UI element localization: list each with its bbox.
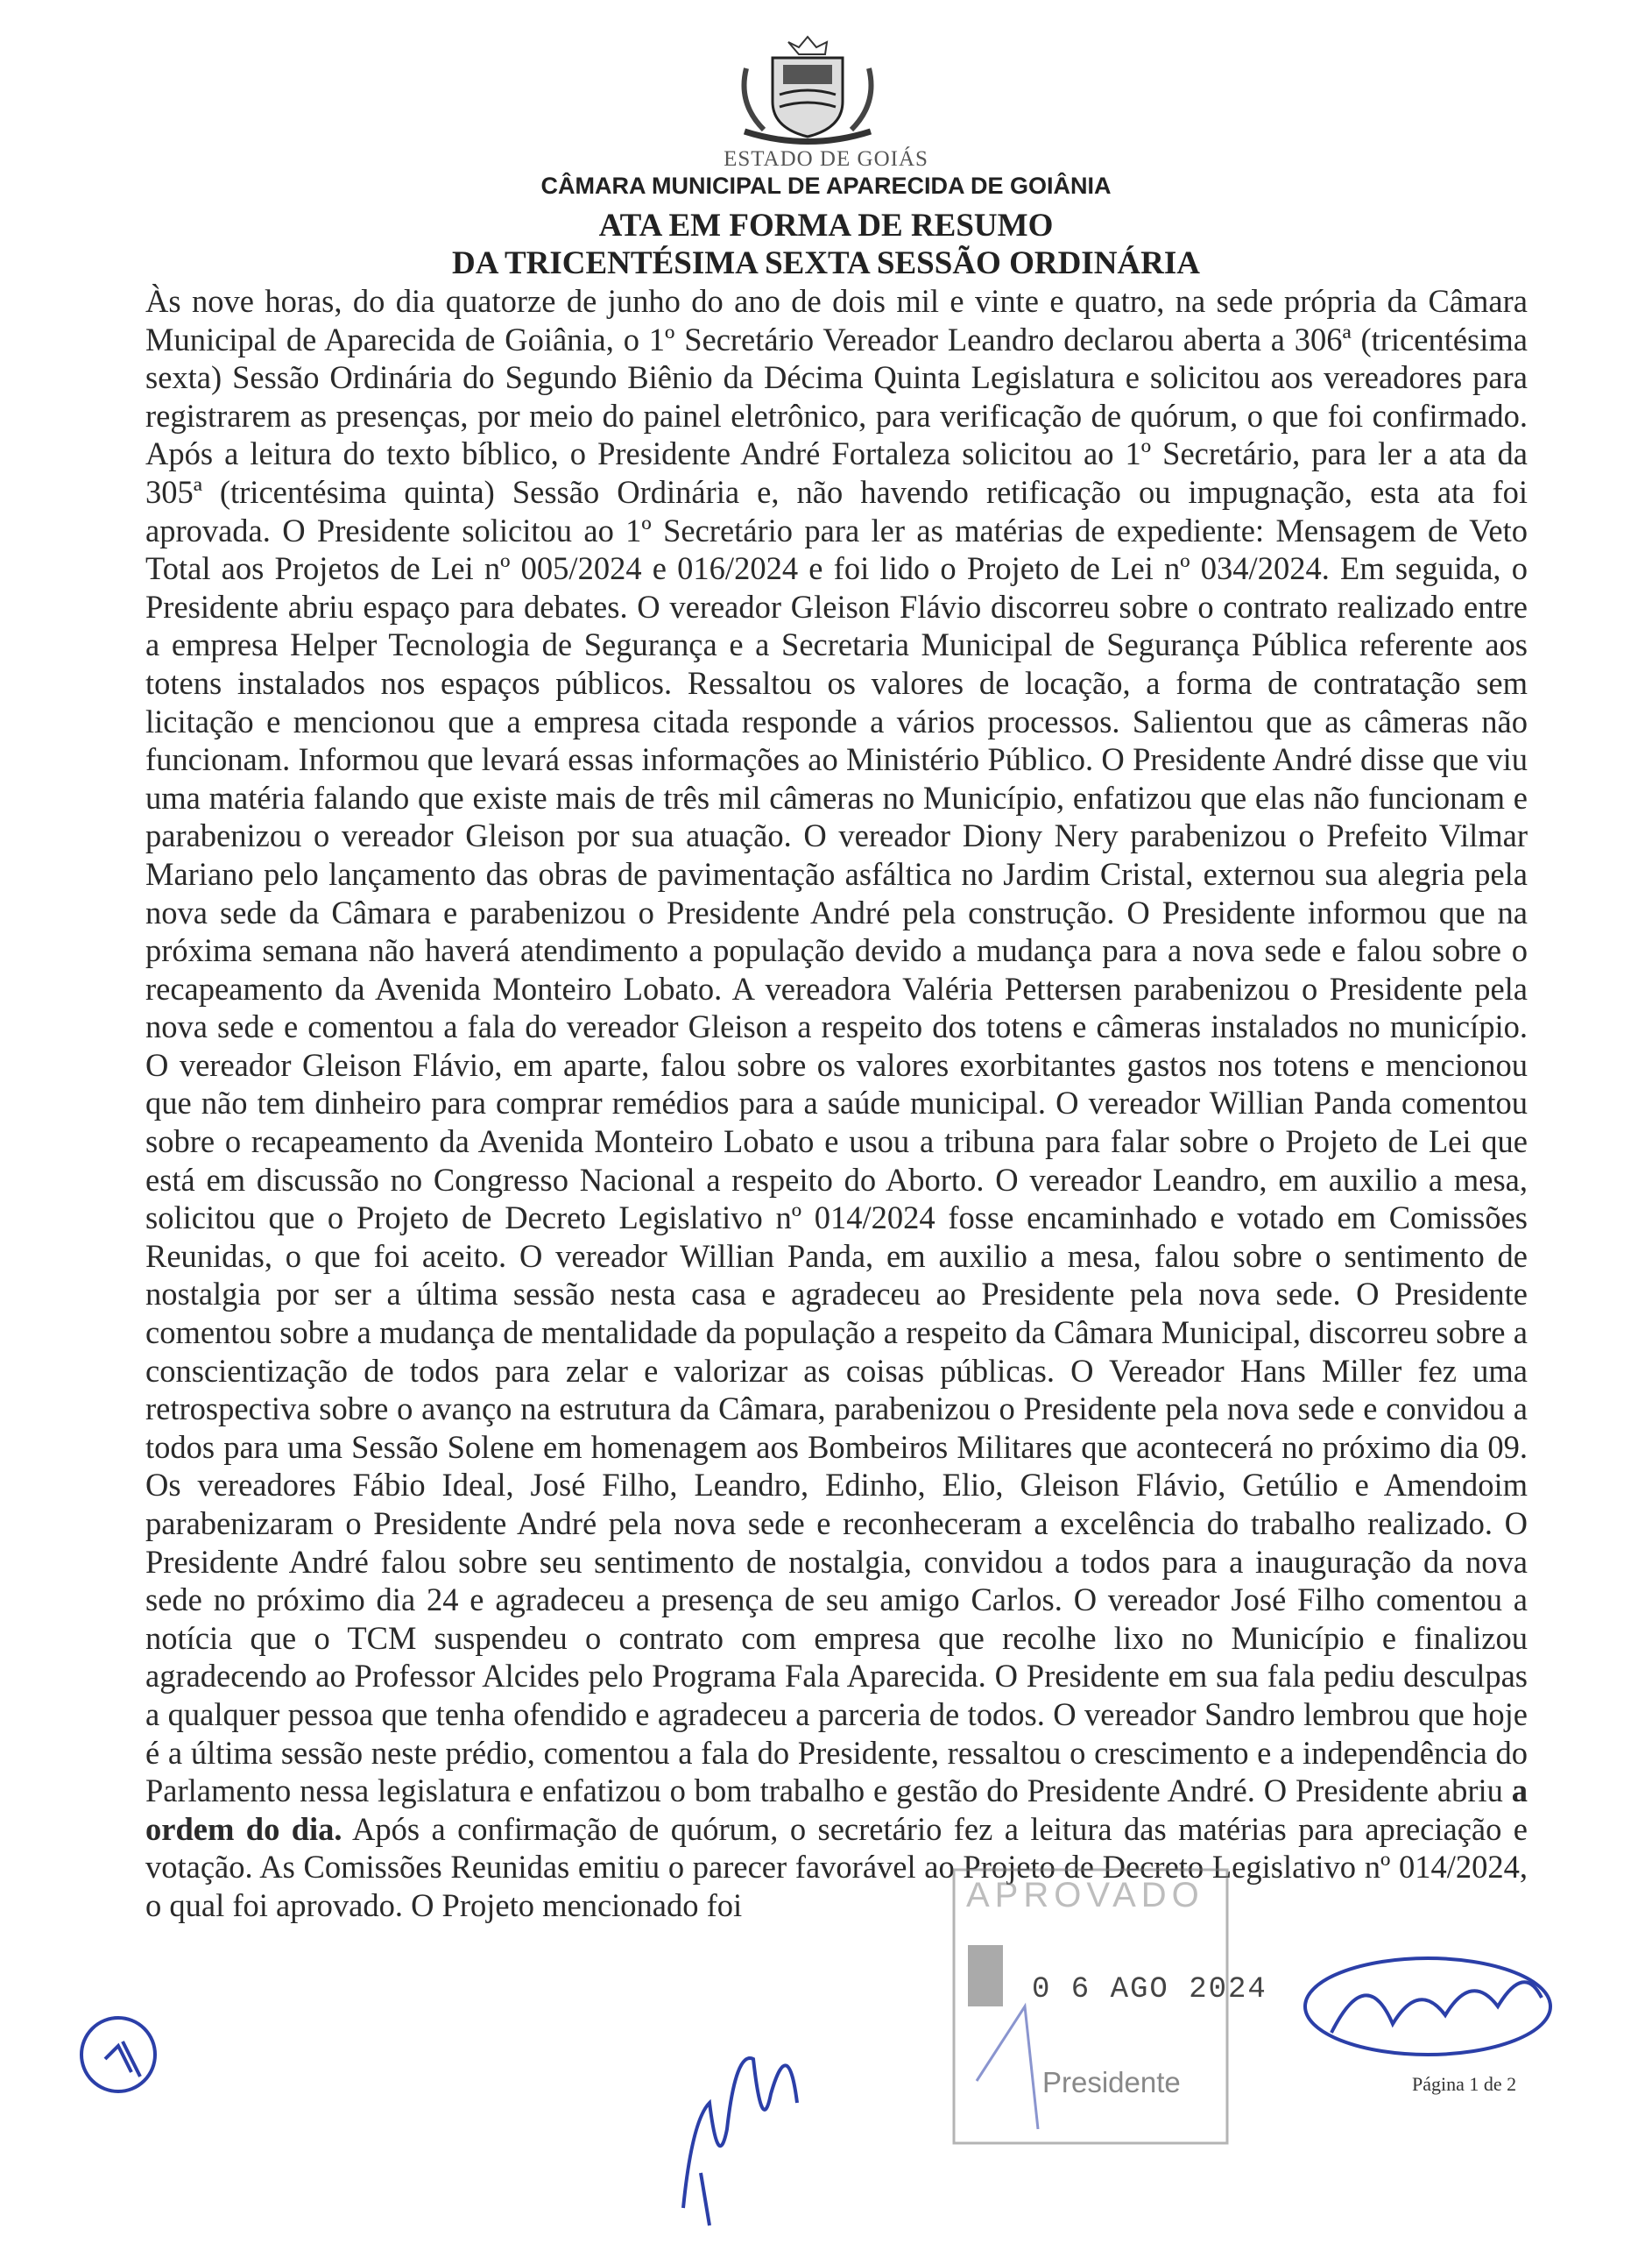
stamp-date: 0 6 AGO 2024: [1032, 1973, 1267, 2006]
chamber-name: CÂMARA MUNICIPAL DE APARECIDA DE GOIÂNIA: [540, 173, 1112, 199]
page-number: Página 1 de 2: [1412, 2073, 1517, 2095]
order-of-day-phrase: a ordem do dia.: [145, 1772, 1528, 1847]
initials-signature: [70, 2006, 166, 2103]
stamp-heading: APROVADO: [966, 1876, 1204, 1914]
president-signature: [1296, 1945, 1559, 2077]
document-title: ATA EM FORMA DE RESUMO: [598, 208, 1054, 244]
stamp-label: Presidente: [1042, 2066, 1181, 2098]
minutes-paragraph-end: Após a confirmação de quórum, o secretário fez a leitura das matérias para apreciação e votação. As Comissões Reunidas emitiu o parecer favorável ao Projeto de Decreto Legislativo nº 014/2024, o qual foi aprovado. O Projeto mencionado foi: [145, 1810, 1528, 1923]
approval-stamp: [950, 1866, 1231, 2147]
document-subtitle: DA TRICENTÉSIMA SEXTA SESSÃO ORDINÁRIA: [452, 245, 1200, 281]
minutes-body: [145, 282, 1528, 1925]
coat-of-arms-logo: [729, 33, 886, 147]
minutes-paragraph: Às nove horas, do dia quatorze de junho do ano de dois mil e vinte e quatro, na sede própria da Câmara Municipal de Aparecida de Goiânia, o 1º Secretário Vereador Leandro declarou aberta a 306ª (tricentésima sexta) Sessão Ordinária do Segundo Biênio da Décima Quinta Legislatura e solicitou aos vereadores para registrarem as presenças, por meio do painel eletrônico, para verificação de quórum, o que foi confirmado. Após a leitura do texto bíblico, o Presidente André Fortaleza solicitou ao 1º Secretário, para ler a ata da 305ª (tricentésima quinta) Sessão Ordinária e, não havendo retificação ou impugnação, esta ata foi aprovada. O Presidente solicitou ao 1º Secretário para ler as matérias de expediente: Mensagem de Veto Total aos Projetos de Lei nº 005/2024 e 016/2024 e foi lido o Projeto de Lei nº 034/2024. Em seguida, o Presidente abriu espaço para debates. O vereador Gleison Flávio discorreu sobre o contrato realizado entre a empresa Helper Tecnologia de Segurança e a Secretaria Municipal de Segurança Pública referente aos totens instalados nos espaços públicos. Ressaltou os valores de locação, a forma de contratação sem licitação e mencionou que a empresa citada responde a vários processos. Salientou que as câmeras não funcionam. Informou que levará essas informações ao Ministério Público. O Presidente André disse que viu uma matéria falando que existe mais de três mil câmeras no Município, enfatizou que elas não funcionam e parabenizou o vereador Gleison por sua atuação. O vereador Diony Nery parabenizou o Prefeito Vilmar Mariano pelo lançamento das obras de pavimentação asfáltica no Jardim Cristal, externou sua alegria pela nova sede da Câmara e parabenizou o Presidente André pela construção. O Presidente informou que na próxima semana não haverá atendimento a população devido a mudança para a nova sede e falou sobre o recapeamento da Avenida Monteiro Lobato. A vereadora Valéria Pettersen parabenizou o Presidente pela nova sede e comentou a fala do vereador Gleison a respeito dos totens e câmeras instalados no município. O vereador Gleison Flávio, em aparte, falou sobre os valores exorbitantes gastos nos totens e mencionou que não tem dinheiro para comprar remédios para a saúde municipal. O vereador Willian Panda comentou sobre o recapeamento da Avenida Monteiro Lobato e usou a tribuna para falar sobre o Projeto de Lei que está em discussão no Congresso Nacional a respeito do Aborto. O vereador Leandro, em auxilio a mesa, solicitou que o Projeto de Decreto Legislativo nº 014/2024 fosse encaminhado e votado em Comissões Reunidas, o que foi aceito. O vereador Willian Panda, em auxilio a mesa, falou sobre o sentimento de nostalgia por ser a última sessão nesta casa e agradeceu ao Presidente pela nova sede. O Presidente comentou sobre a mudança de mentalidade da população a respeito da Câmara Municipal, discorreu sobre a conscientização de todos para zelar e valorizar as coisas públicas. O Vereador Hans Miller fez uma retrospectiva sobre o avanço na estrutura da Câmara, parabenizou o Presidente pela nova sede e convidou a todos para uma Sessão Solene em homenagem aos Bombeiros Militares que acontecerá no próximo dia 09. Os vereadores Fábio Ideal, José Filho, Leandro, Edinho, Elio, Gleison Flávio, Getúlio e Amendoim parabenizaram o Presidente André pela nova sede e reconheceram a excelência do trabalho realizado. O Presidente André falou sobre seu sentimento de nostalgia, convidou a todos para a inauguração da nova sede no próximo dia 24 e agradeceu a presença de seu amigo Carlos. O vereador José Filho comentou a notícia que o TCM suspendeu o contrato com empresa que recolhe lixo no Município e finalizou agradecendo ao Professor Alcides pelo Programa Fala Aparecida. O Presidente em sua fala pediu desculpas a qualquer pessoa que tenha ofendido e agradeceu a parceria de todos. O vereador Sandro lembrou que hoje é a última sessão neste prédio, comentou a fala do Presidente, ressaltou o crescimento e a independência do Parlamento nessa legislatura e enfatizou o bom trabalho e gestão do Presidente André. O Presidente abriu: [145, 283, 1528, 1809]
state-name: ESTADO DE GOIÁS: [724, 147, 928, 171]
secretary-signature: [674, 1998, 815, 2234]
